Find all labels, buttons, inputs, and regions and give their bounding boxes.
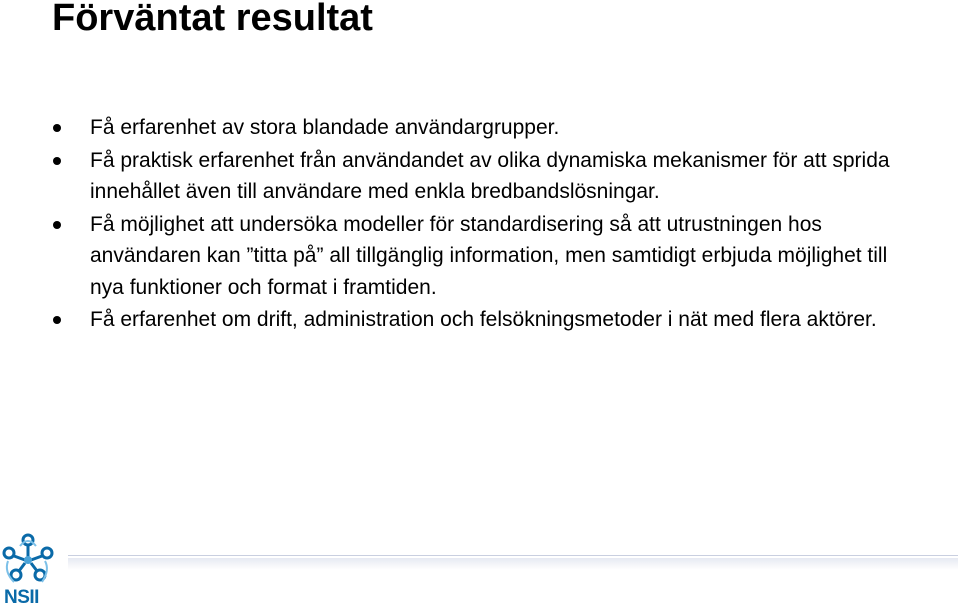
- bullet-item: [0, 145, 960, 208]
- bullet-text: Få praktisk erfarenhet från användandet av olika dynamiska mekanismer för att sprida innehållet även till användare med enkla bredbandslösningar.: [90, 148, 890, 203]
- bullet-dot-icon: [53, 124, 61, 132]
- bullet-text: Få erfarenhet om drift, administration och felsökningsmetoder i nät med flera aktörer.: [90, 308, 877, 331]
- bullet-text: Få möjlighet att undersöka modeller för standardisering så att utrustningen hos användaren kan ”titta på” all tillgänglig information, men samtidigt erbjuda möjlighet till nya funktioner och format i framtiden.: [90, 212, 888, 299]
- nsii-logo: [0, 530, 58, 607]
- bullet-item: [0, 209, 960, 304]
- bullet-dot-icon: [53, 157, 61, 165]
- bullet-dot-icon: [53, 316, 61, 324]
- star-people-logo-icon: [0, 530, 58, 588]
- bullet-item: [0, 112, 960, 144]
- slide-title: Förväntat resultat: [52, 0, 373, 39]
- bullet-text: Få erfarenhet av stora blandade användargrupper.: [90, 116, 560, 139]
- bullet-item: [0, 304, 960, 336]
- bullet-dot-icon: [53, 221, 61, 229]
- footer-band: [68, 558, 958, 570]
- footer-divider: [68, 555, 958, 556]
- bullet-list: [0, 112, 960, 337]
- logo-text: NSII: [4, 587, 39, 608]
